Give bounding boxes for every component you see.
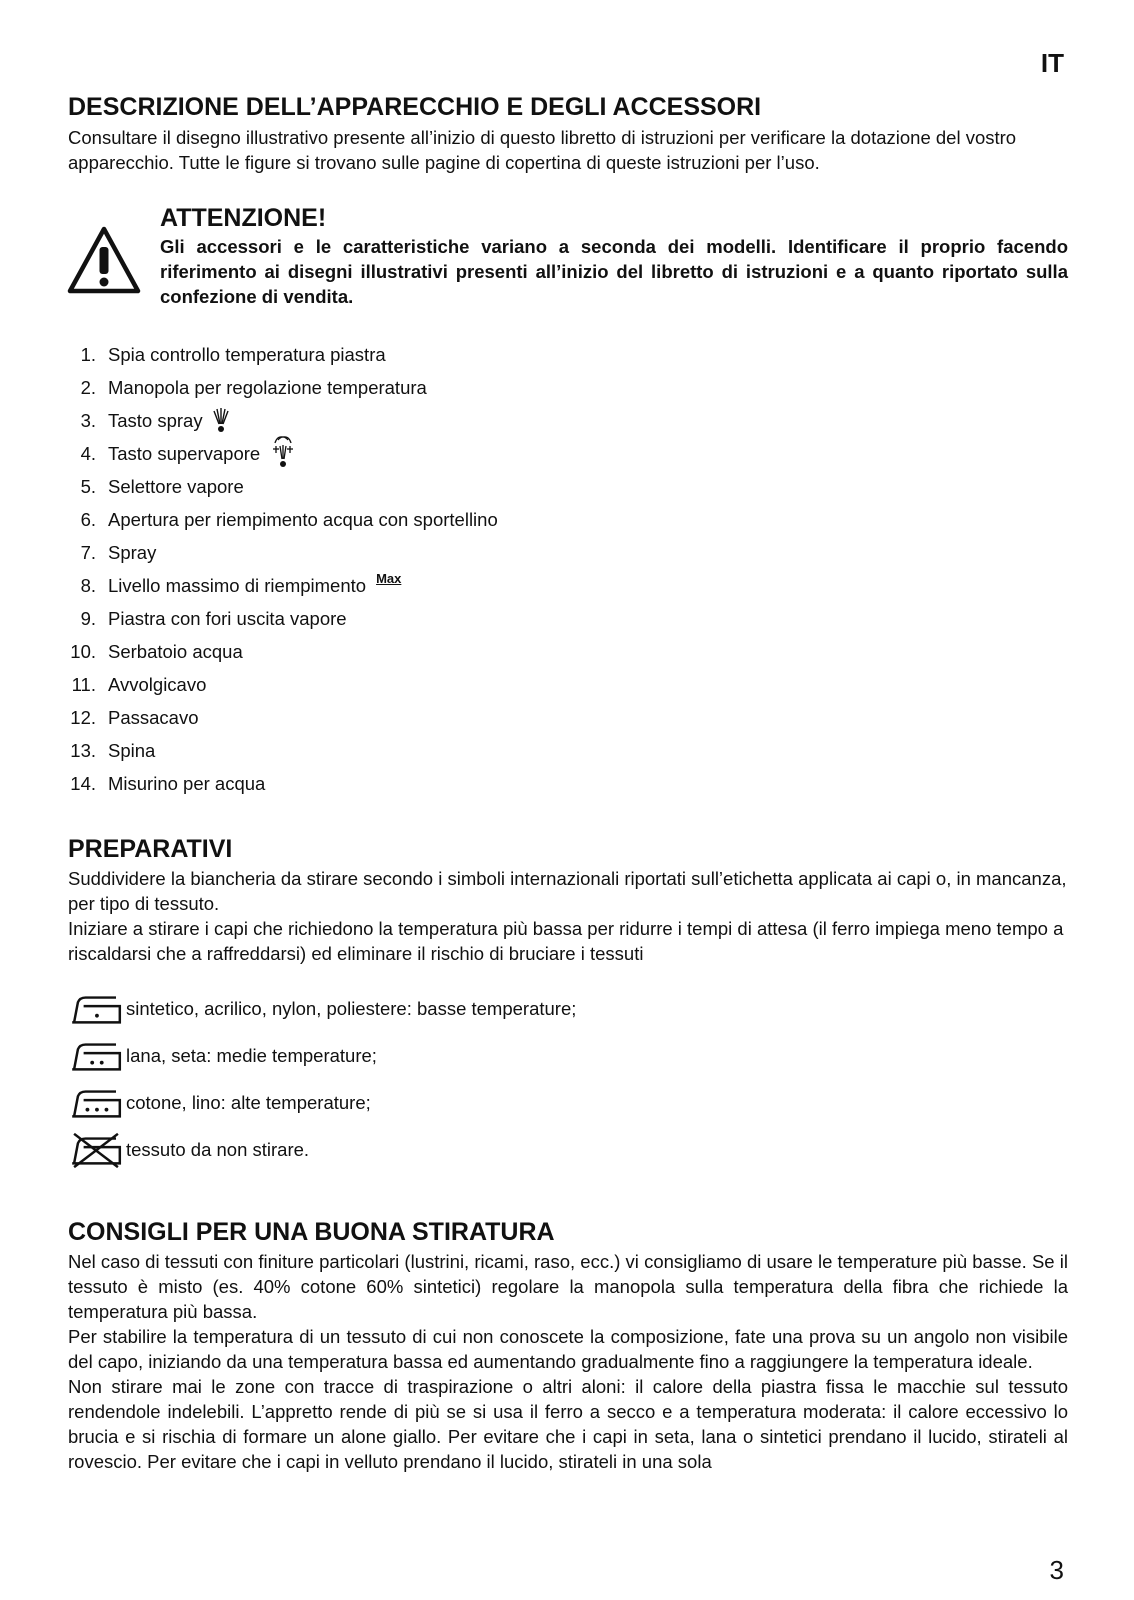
list-item-number: 13.	[70, 740, 96, 761]
list-item-label: Tasto spray	[108, 410, 203, 431]
list-item-label: Apertura per riempimento acqua con sportellino	[108, 509, 498, 530]
ironing-symbol-text: tessuto da non stirare.	[126, 1138, 310, 1160]
list-item	[68, 542, 768, 575]
list-item-number: 11.	[71, 674, 96, 695]
list-item-label: Passacavo	[108, 707, 199, 728]
iron-three-dots-icon	[68, 1083, 126, 1123]
list-item-number: 9.	[80, 608, 96, 629]
section-text-ironing-tips: Nel caso di tessuti con finiture particolari (lustrini, ricami, raso, ecc.) vi consigliamo di usare le temperature più basse. Se il tessuto è misto (es. 40% cotone 60% sintetici) regolare la manopola sulla temperatura della fibra che richiede la temperatura più bassa. Per stabilire la temperatura di un tessuto di cui non conoscete la composizione, fate una prova su un angolo non visibile del capo, iniziando da una temperatura bassa ed aumentando gradualmente fino a raggiungere la temperatura ideale. Non stirare mai le zone con tracce di traspirazione o altri aloni: il calore della piastra fissa le macchie sul tessuto rendendole indelebili. L’appretto rende di più se si usa il ferro a secco e a temperatura moderata: il calore eccessivo lo brucia e si rischia di formare un alone giallo. Per evitare che i capi in seta, lana o sintetici prendano il lucido, stirateli al rovescio. Per evitare che i capi in velluto prendano il lucido, stirateli in una sola	[68, 1251, 1068, 1472]
list-item	[68, 476, 768, 509]
ironing-symbol-row	[68, 1079, 576, 1126]
list-item	[68, 443, 768, 476]
warning-text: Gli accessori e le caratteristiche variano a seconda dei modelli. Identificare il proprio facendo riferimento ai disegni illustrativi presenti all’inizio del libretto di istruzioni e a quanto riportato sulla confezione di vendita.	[160, 236, 1068, 307]
list-item-number: 3.	[80, 410, 96, 431]
list-item	[68, 740, 768, 773]
list-item	[68, 773, 768, 806]
ironing-symbol-text: sintetico, acrilico, nylon, poliestere: basse temperature;	[126, 997, 577, 1019]
section-text-preparations: Suddividere la biancheria da stirare secondo i simboli internazionali riportati sull’etichetta applicata ai capi o, in mancanza, per tipo di tessuto. Iniziare a stirare i capi che richiedono la temperatura più bassa per ridurre i tempi di attesa (il ferro impiega meno tempo a riscaldarsi che a raffreddarsi) ed eliminare il rischio di bruciare i tessuti	[68, 868, 1067, 964]
list-item	[68, 377, 768, 410]
ironing-symbols-list	[68, 985, 576, 1173]
list-item-number: 14.	[70, 773, 96, 794]
language-code: IT	[1040, 48, 1064, 78]
list-item-label: Selettore vapore	[108, 476, 244, 497]
iron-crossed-icon	[68, 1130, 126, 1170]
warning-triangle-icon	[66, 225, 142, 295]
list-item-number: 6.	[80, 509, 96, 530]
list-item	[68, 608, 768, 641]
max-level-badge: Max	[376, 571, 402, 586]
list-item-label: Tasto supervapore	[108, 443, 261, 464]
list-item-label: Spray	[108, 542, 157, 563]
iron-one-dot-icon	[68, 989, 126, 1029]
section-title-preparations: PREPARATIVI	[68, 835, 233, 863]
list-item	[68, 571, 768, 608]
list-item-label: Spia controllo temperatura piastra	[108, 344, 386, 365]
list-item	[68, 707, 768, 740]
list-item	[68, 674, 768, 707]
list-item-label: Serbatoio acqua	[108, 641, 243, 662]
section-text-description: Consultare il disegno illustrativo presente all’inizio di questo libretto di istruzioni per verificare la dotazione del vostro apparecchio. Tutte le figure si trovano sulle pagine di copertina di queste istruzioni per l’uso.	[68, 127, 1017, 173]
list-item	[68, 641, 768, 674]
list-item-label: Piastra con fori uscita vapore	[108, 608, 347, 629]
ironing-symbol-text: lana, seta: medie temperature;	[126, 1044, 377, 1066]
supersteam-icon	[270, 433, 296, 474]
components-list	[68, 344, 768, 806]
section-title-description: DESCRIZIONE DELL’APPARECCHIO E DEGLI ACCESSORI	[68, 93, 762, 121]
iron-two-dots-icon	[68, 1036, 126, 1076]
list-item	[68, 509, 768, 542]
list-item	[68, 344, 768, 377]
list-item-number: 4.	[80, 443, 96, 464]
list-item-label: Livello massimo di riempimento	[108, 575, 367, 596]
list-item-label: Spina	[108, 740, 156, 761]
warning-title: ATTENZIONE!	[160, 204, 327, 232]
page-number: 3	[1049, 1555, 1064, 1585]
list-item-number: 12.	[70, 707, 96, 728]
list-item	[68, 410, 768, 443]
ironing-symbol-row	[68, 985, 576, 1032]
ironing-symbol-row	[68, 1126, 576, 1173]
list-item-number: 2.	[80, 377, 96, 398]
spray-icon	[213, 406, 229, 439]
list-item-label: Misurino per acqua	[108, 773, 266, 794]
list-item-number: 5.	[80, 476, 96, 497]
list-item-label: Manopola per regolazione temperatura	[108, 377, 427, 398]
ironing-symbol-text: cotone, lino: alte temperature;	[126, 1091, 371, 1113]
list-item-number: 10.	[70, 641, 96, 662]
list-item-number: 8.	[80, 575, 96, 596]
list-item-label: Avvolgicavo	[108, 674, 207, 695]
list-item-number: 1.	[80, 344, 96, 365]
ironing-symbol-row	[68, 1032, 576, 1079]
section-title-ironing-tips: CONSIGLI PER UNA BUONA STIRATURA	[68, 1218, 555, 1246]
list-item-number: 7.	[80, 542, 96, 563]
